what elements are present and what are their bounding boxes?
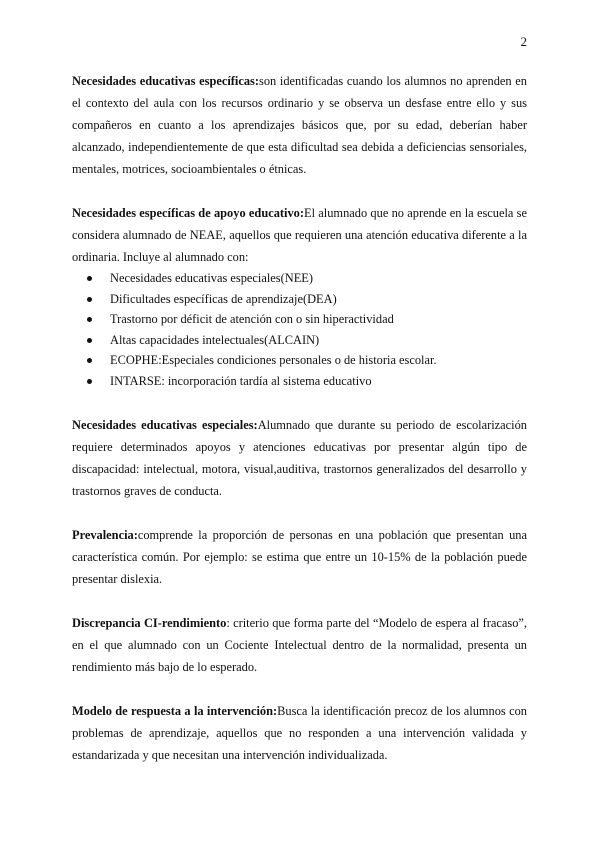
definition-text: Alumnado que durante su periodo de escolarización requiere determinados apoyos y atenciones educativas por presentar algún tipo de discapacidad: intelectual, motora, visual,auditiva, trastornos generalizados del desarrollo y trastornos graves de conducta. xyxy=(72,417,527,498)
list-item: Altas capacidades intelectuales(ALCAIN) xyxy=(83,330,527,351)
term-heading: Necesidades educativas específicas: xyxy=(72,74,259,88)
term-heading: Necesidades específicas de apoyo educativo: xyxy=(72,206,304,220)
term-heading: Discrepancia CI-rendimiento xyxy=(72,615,227,630)
list-item: Trastorno por déficit de atención con o sin hiperactividad xyxy=(83,309,527,330)
term-heading: Modelo de respuesta a la intervención: xyxy=(72,703,278,718)
paragraph-modelo-respuesta xyxy=(72,700,527,766)
neae-bullet-list xyxy=(72,268,527,392)
definition-text: Busca la identificación precoz de los alumnos con problemas de aprendizaje, aquellos que no responden a una intervención validada y estandarizada y que necesitan una intervención individualizada. xyxy=(72,703,527,762)
definition-text: comprende la proporción de personas en una población que presentan una característica común. Por ejemplo: se estima que entre un 10-15% de la población puede presentar dislexia. xyxy=(72,527,527,586)
bullet-icon xyxy=(87,317,92,322)
paragraph-prevalencia xyxy=(72,524,527,590)
bullet-icon xyxy=(87,297,92,302)
bullet-icon xyxy=(87,276,92,281)
paragraph-necesidades-educativas-especificas xyxy=(72,70,527,180)
term-heading: Necesidades educativas especiales: xyxy=(72,417,258,432)
definition-text: : criterio que forma parte del “Modelo de espera al fracaso”, en el que alumnado con un Cociente Intelectual dentro de la normalidad, presenta un rendimiento más bajo de lo esperado. xyxy=(72,615,528,674)
list-item: Dificultades específicas de aprendizaje(DEA) xyxy=(83,289,527,310)
list-item: INTARSE: incorporación tardía al sistema educativo xyxy=(83,371,527,392)
bullet-icon xyxy=(87,379,92,384)
bullet-icon xyxy=(87,358,92,363)
page-number: 2 xyxy=(520,34,527,49)
list-item: ECOPHE:Especiales condiciones personales o de historia escolar. xyxy=(83,350,527,371)
paragraph-discrepancia-ci xyxy=(72,612,527,678)
term-heading: Prevalencia: xyxy=(72,527,138,542)
definition-text: son identificadas cuando los alumnos no aprenden en el contexto del aula con los recursos ordinario y se observa un desfase entre ello y sus compañeros en cuanto a los aprendizajes básicos que, por su edad, deberían haber alcanzado, independientemente de que esta dificultad sea debida a deficiencias sensoriales, mentales, motrices, socioambientales o étnicas. xyxy=(72,74,527,176)
bullet-icon xyxy=(87,338,92,343)
list-item: Necesidades educativas especiales(NEE) xyxy=(83,268,527,289)
document-body xyxy=(72,70,527,788)
paragraph-necesidades-educativas-especiales xyxy=(72,414,527,502)
definition-text: El alumnado que no aprende en la escuela se considera alumnado de NEAE, aquellos que requieren una atención educativa diferente a la ordinaria. Incluye al alumnado con: xyxy=(72,206,527,264)
paragraph-necesidades-especificas-apoyo xyxy=(72,202,527,268)
